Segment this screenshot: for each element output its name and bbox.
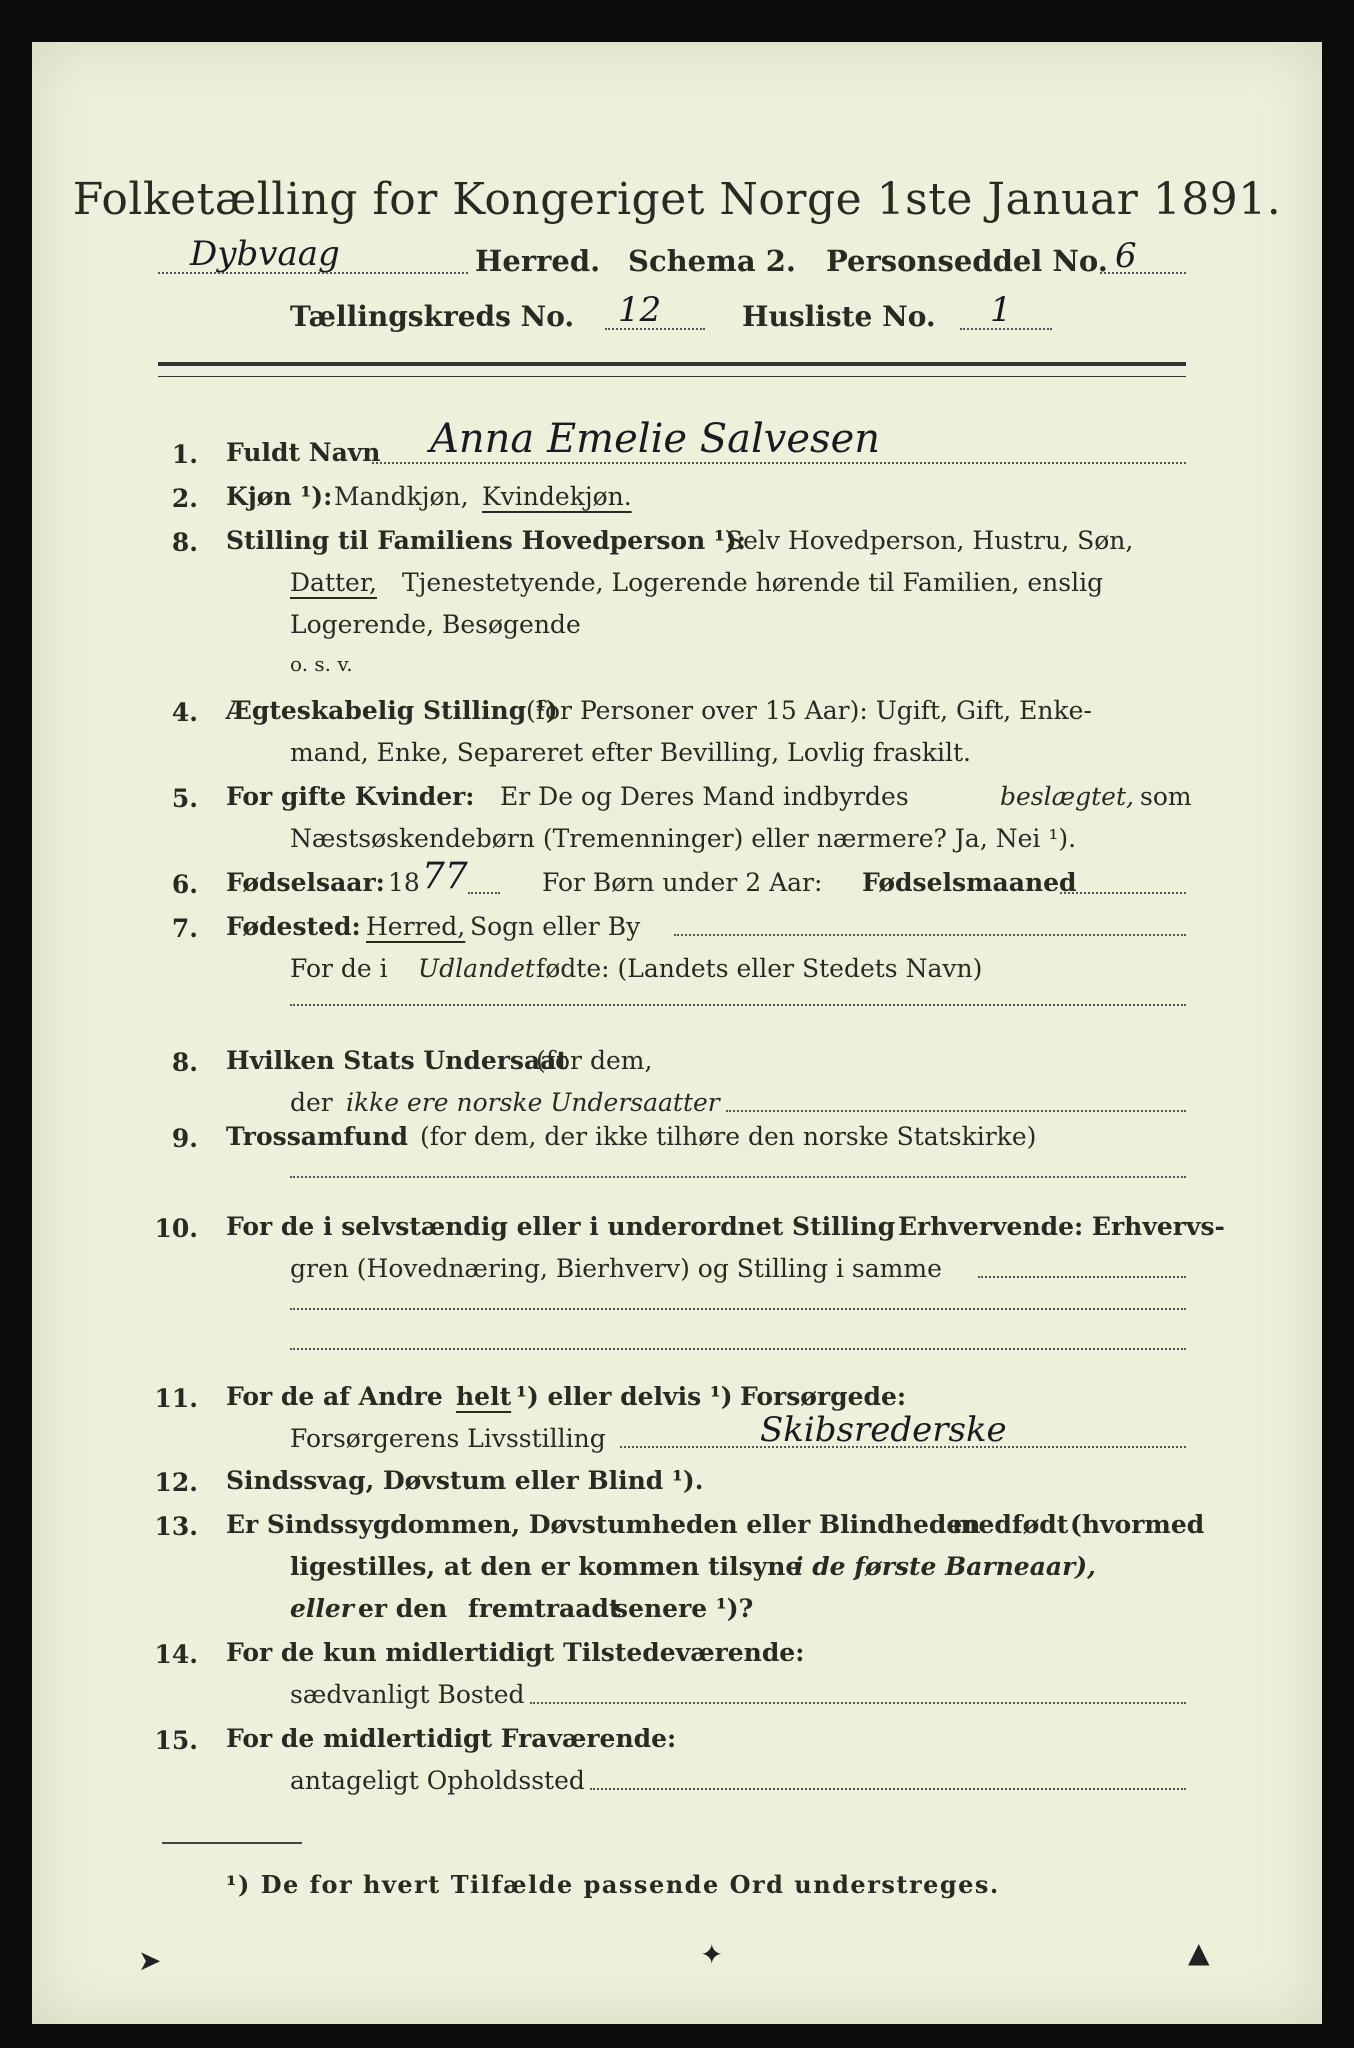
kreds-label: Tællingskreds No. — [290, 300, 575, 333]
q10-line2: gren (Hovednæring, Bierhverv) og Stilling i samme — [290, 1254, 942, 1283]
q10-line-a — [978, 1276, 1186, 1278]
form-title: Folketælling for Kongeriget Norge 1ste Januar 1891. — [72, 174, 1282, 225]
q9-line1: (for dem, der ikke tilhøre den norske Statskirke) — [420, 1122, 1037, 1151]
footnote-rule — [162, 1842, 302, 1844]
q1-number: 1. — [171, 440, 198, 469]
q4-number: 4. — [171, 698, 198, 727]
q11-line1b: ¹) eller delvis ¹) — [516, 1382, 733, 1411]
q14-label: For de kun midlertidigt Tilstedeværende: — [226, 1638, 805, 1667]
q8-line2a: der — [290, 1088, 333, 1117]
footnote: ¹) De for hvert Tilfælde passende Ord understreges. — [226, 1870, 1000, 1899]
q11-option-helt: helt — [456, 1382, 512, 1411]
q1-label: Fuldt Navn — [226, 438, 381, 467]
q10-line-b — [290, 1308, 1186, 1310]
q2-option-male: Mandkjøn, — [334, 482, 469, 511]
q11-line2: Forsørgerens Livsstilling — [290, 1424, 606, 1453]
schema-label: Schema 2. — [628, 244, 796, 278]
q6-year-line — [468, 892, 500, 894]
q5-line2: Næstsøskendebørn (Tremenninger) eller nærmere? Ja, Nei ¹). — [290, 824, 1077, 853]
q13-line2-italic: i de første Barneaar), — [794, 1552, 1096, 1581]
register-mark-left: ➤ — [138, 1944, 162, 1977]
q11-line1a: For de af Andre — [226, 1382, 443, 1411]
q13-line3b: fremtraadt — [468, 1594, 621, 1623]
kreds-line — [605, 328, 705, 330]
q5-number: 5. — [171, 784, 198, 813]
q3-line1: Selv Hovedperson, Hustru, Søn, — [726, 526, 1134, 555]
q3-line4: o. s. v. — [290, 652, 353, 676]
q2-option-female: Kvindekjøn. — [482, 482, 632, 511]
q11-line1c: Forsørgede: — [740, 1382, 907, 1411]
q14-number: 14. — [154, 1640, 198, 1669]
q6-year-value: 77 — [422, 856, 468, 897]
q11-number: 11. — [154, 1384, 198, 1413]
q8-label: Hvilken Stats Undersaat — [226, 1046, 568, 1075]
q8-line1: (for dem, — [536, 1046, 653, 1075]
q7-number: 7. — [171, 914, 198, 943]
q6-month-line — [1060, 892, 1186, 894]
q7-line2a: For de i — [290, 954, 388, 983]
q3-label: Stilling til Familiens Hovedperson ¹): — [226, 526, 746, 555]
q9-number: 9. — [171, 1124, 198, 1153]
q13-line2a: ligestilles, at den er kommen tilsyne — [290, 1552, 802, 1581]
q8-number: 8. — [171, 1048, 198, 1077]
q6-text: For Børn under 2 Aar: — [542, 868, 823, 897]
q7-option-herred: Herred, — [366, 912, 466, 941]
q7-extra-line — [290, 1004, 1186, 1006]
q2-label: Kjøn ¹): — [226, 482, 333, 511]
q5-line1-italic: beslægtet, — [1000, 782, 1134, 811]
q14-line2: sædvanligt Bosted — [290, 1680, 525, 1709]
q12-number: 12. — [154, 1468, 198, 1497]
q13-line3: er den — [358, 1594, 448, 1623]
q15-number: 15. — [154, 1726, 198, 1755]
q3-line2: Tjenestetyende, Logerende hørende til Familien, enslig — [402, 568, 1104, 597]
q10-line1a: For de i selvstændig eller i underordnet Stilling — [226, 1212, 896, 1241]
herred-value: Dybvaag — [190, 234, 340, 274]
q10-number: 10. — [154, 1214, 198, 1243]
register-mark-center: ✦ — [700, 1938, 724, 1971]
husliste-label: Husliste No. — [742, 300, 936, 333]
q7-text: Sogn eller By — [470, 912, 641, 941]
personseddel-label: Personseddel No. — [826, 244, 1108, 278]
q15-label: For de midlertidigt Fraværende: — [226, 1724, 677, 1753]
q10-line1b: Erhvervende: Erhvervs- — [898, 1212, 1225, 1241]
q1-name-value: Anna Emelie Salvesen — [430, 416, 881, 462]
husliste-value: 1 — [990, 290, 1012, 330]
q9-label: Trossamfund — [226, 1122, 409, 1151]
q11-provider-value: Skibsrederske — [760, 1410, 1007, 1450]
q9-line — [290, 1176, 1186, 1178]
q15-line — [590, 1788, 1186, 1790]
q6-number: 6. — [171, 870, 198, 899]
q7-line — [674, 934, 1186, 936]
husliste-line — [960, 328, 1052, 330]
q2-number: 2. — [171, 484, 198, 513]
header-rule-thin — [158, 376, 1186, 377]
q5-label: For gifte Kvinder: — [226, 782, 475, 811]
q7-label: Fødested: — [226, 912, 361, 941]
q6-year-prefix: 18 — [388, 868, 420, 897]
q8-line — [726, 1110, 1186, 1112]
q4-line2: mand, Enke, Separeret efter Bevilling, Lovlig fraskilt. — [290, 738, 971, 767]
q12-label: Sindssvag, Døvstum eller Blind ¹). — [226, 1466, 704, 1495]
herred-label: Herred. — [475, 244, 601, 278]
herred-line — [158, 272, 468, 274]
q3-line3: Logerende, Besøgende — [290, 610, 581, 639]
q13-number: 13. — [154, 1512, 198, 1541]
q4-label: Ægteskabelig Stilling ¹) — [226, 696, 558, 725]
q13-line1a: Er Sindssygdommen, Døvstumheden eller Blindheden — [226, 1510, 981, 1539]
q13-line3-italic: eller — [290, 1594, 354, 1623]
register-mark-right: ▲ — [1188, 1936, 1210, 1969]
q3-option-datter: Datter, — [290, 568, 377, 597]
personseddel-line — [1100, 272, 1186, 274]
header-rule — [158, 362, 1186, 366]
q5-line1b: som — [1140, 782, 1192, 811]
personseddel-value: 6 — [1115, 236, 1137, 276]
q7-line2b: fødte: (Landets eller Stedets Navn) — [536, 954, 983, 983]
q7-line2-italic: Udlandet — [418, 954, 535, 983]
q15-line2: antageligt Opholdssted — [290, 1766, 585, 1795]
q13-line1b: medfødt — [952, 1510, 1069, 1539]
q11-line — [620, 1446, 1186, 1448]
q13-line3c: senere ¹)? — [614, 1594, 754, 1623]
q6-label: Fødselsaar: — [226, 868, 385, 897]
q13-line1c: (hvormed — [1070, 1510, 1205, 1539]
q3-number: 8. — [171, 528, 198, 557]
q6-text-bold: Fødselsmaaned — [862, 868, 1077, 897]
q8-line2-italic: ikke ere norske Undersaatter — [346, 1088, 720, 1117]
q1-line — [372, 462, 1186, 464]
q10-line-c — [290, 1348, 1186, 1350]
q14-line — [530, 1702, 1186, 1704]
q5-line1a: Er De og Deres Mand indbyrdes — [500, 782, 909, 811]
kreds-value: 12 — [618, 290, 662, 330]
q4-line1: (for Personer over 15 Aar): Ugift, Gift, Enke- — [526, 696, 1092, 725]
